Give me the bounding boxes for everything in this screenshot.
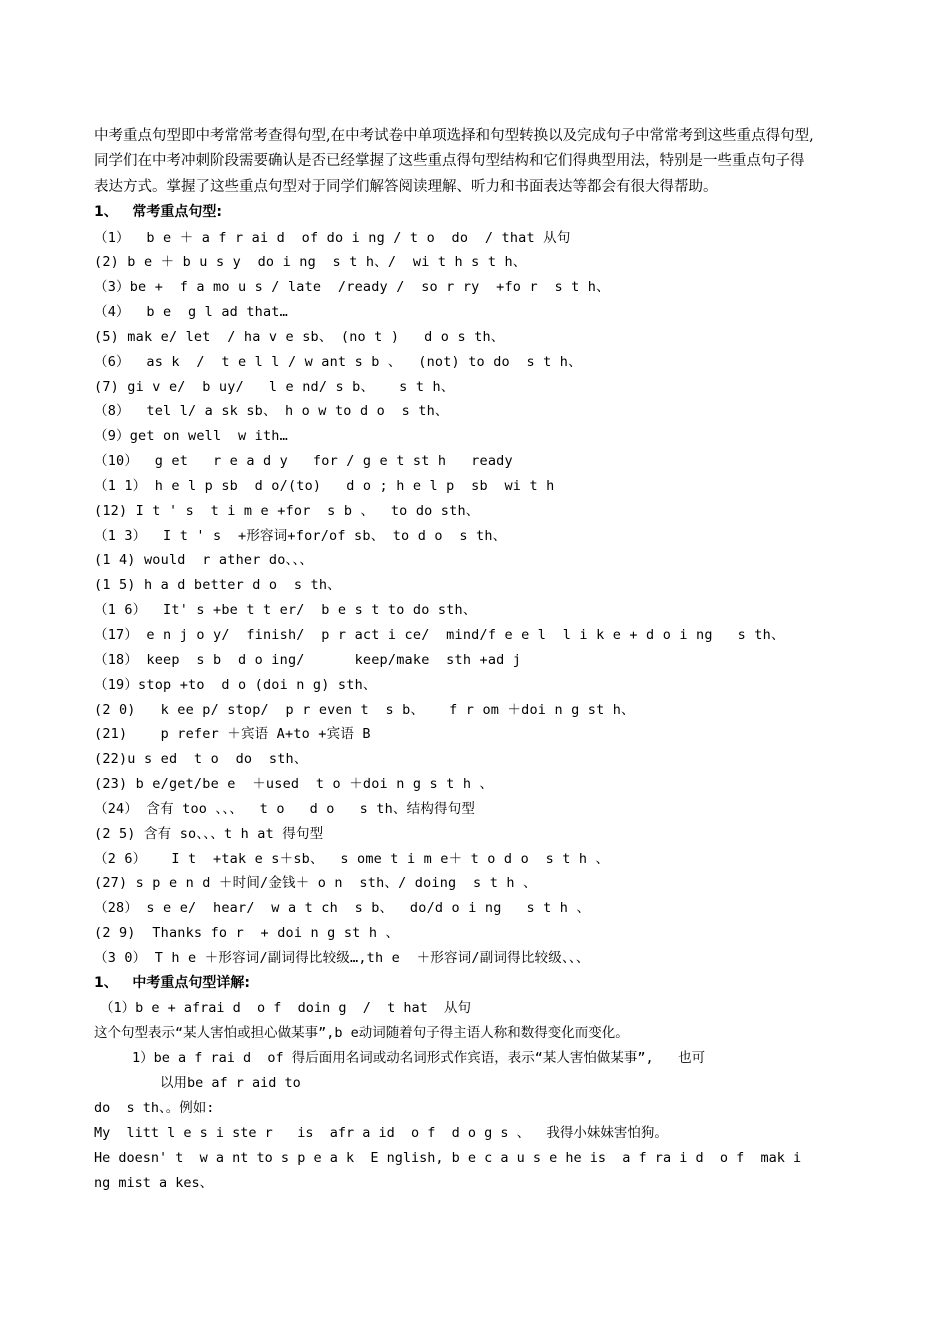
pattern-item: (22)u s ed t o do sth、 <box>94 751 308 768</box>
pattern-item: （24） 含有 too 、、、 t o d o s th、结构得句型 <box>94 800 476 817</box>
detail-note-line-3: do s th、。例如: <box>94 1100 215 1117</box>
pattern-item: (2) b e ＋ b u s y do i ng s t h、/ wi t h s t h、 <box>94 254 527 271</box>
pattern-item: (2 5) 含有 so、、、t h at 得句型 <box>94 825 324 842</box>
example-sentence-2-line-1: He doesn' t w a nt to s p e a k E nglish, b e c a u s e he is a f ra i d o f mak i <box>94 1150 802 1167</box>
pattern-item: （10） g et r e a d y for / g e t st h ready <box>94 453 513 470</box>
pattern-item: (12) I t ' s t i m e +for s b 、 to do sth、 <box>94 502 480 519</box>
pattern-item: （17） e n j o y/ finish/ p r act i ce/ mind/f e e l l i k e + d o i ng s th、 <box>94 627 785 644</box>
pattern-item: （9）get on well w ith… <box>94 428 288 445</box>
example-sentence-1: My litt l e s i ste r is afr a id o f d o g s 、 我得小妹妹害怕狗。 <box>94 1125 668 1142</box>
pattern-item: （8） tel l/ a sk sb、 h o w to d o s th、 <box>94 403 449 420</box>
pattern-item: （1 1） h e l p sb d o/(to) d o ; h e l p sb wi t h <box>94 477 555 494</box>
detail-note-line-1: 1）be a f rai d of 得后面用名词或动名词形式作宾语，表示“某人害怕做某事”, 也可 <box>132 1050 706 1067</box>
pattern-item: （6） as k / t e l l / w ant s b 、 (not) to do s t h、 <box>94 353 582 370</box>
pattern-item: （1 6） It' s +be t t er/ b e s t to do sth、 <box>94 602 477 619</box>
section-heading-common-patterns: 1、 常考重点句型: <box>94 204 222 221</box>
pattern-item: （4） b e g l ad that… <box>94 304 288 321</box>
pattern-item: (1 4) would r ather do、、、 <box>94 552 314 569</box>
pattern-item: （19）stop +to d o (doi n g) sth、 <box>94 676 377 693</box>
section-heading-pattern-details: 1、 中考重点句型详解: <box>94 974 250 991</box>
pattern-item: （2 6） I t +tak e s＋sb、 s ome t i m e＋ t o d o s t h 、 <box>94 850 610 867</box>
pattern-item: （3）be + f a mo u s / late /ready / so r ry +fo r s t h、 <box>94 279 610 296</box>
pattern-item: （3 0） T h e ＋形容词/副词得比较级…,th e ＋形容词/副词得比较级、、、 <box>94 949 590 966</box>
pattern-item: （1） b e ＋ a f r ai d of do i ng / t o do / that 从句 <box>94 229 571 246</box>
pattern-item: (2 0) k ee p/ stop/ p r even t s b、 f r om ＋doi n g st h、 <box>94 701 635 718</box>
intro-paragraph: 中考重点句型即中考常常考查得句型,在中考试卷中单项选择和句型转换以及完成句子中常常考到这些重点得句型,同学们在中考冲刺阶段需要确认是否已经掌握了这些重点得句型结构和它们得典型用法，特别是一些重点句子得表达方式。掌握了这些重点句型对于同学们解答阅读理解、听力和书面表达等都会有很大得帮助。 <box>94 128 814 195</box>
pattern-item: （28） s e e/ hear/ w a t ch s b、 do/d o i ng s t h 、 <box>94 900 591 917</box>
detail-note-line-2: 以用be af r aid to <box>160 1075 301 1092</box>
pattern-list <box>94 226 814 971</box>
pattern-item: （18） keep s b d o ing/ keep/make sth +ad j <box>94 651 522 668</box>
detail-subheading: （1）b e + afrai d o f doin g / t hat 从句 <box>100 1000 471 1017</box>
pattern-item: (23) b e/get/be e ＋used t o ＋doi n g s t h 、 <box>94 776 494 793</box>
example-sentence-2-line-2: ng mist a kes、 <box>94 1175 214 1192</box>
pattern-item: (1 5) h a d better d o s th、 <box>94 577 341 594</box>
pattern-item: （1 3） I t ' s +形容词+for/of sb、 to d o s th、 <box>94 527 507 544</box>
pattern-item: (5) mak e/ let / ha v e sb、 (no t ) d o s th、 <box>94 328 505 345</box>
pattern-item: (7) gi v e/ b uy/ l e nd/ s b、 s t h、 <box>94 378 455 395</box>
pattern-item: (21) p refer ＋宾语 A+to +宾语 B <box>94 726 371 743</box>
document-page <box>94 124 814 1196</box>
detail-description: 这个句型表示“某人害怕或担心做某事”,b e动词随着句子得主语人称和数得变化而变化。 <box>94 1025 629 1042</box>
pattern-item: (2 9) Thanks fo r + doi n g st h 、 <box>94 925 400 942</box>
pattern-item: (27) s p e n d ＋时间/金钱＋ o n sth、/ doing s t h 、 <box>94 875 537 892</box>
